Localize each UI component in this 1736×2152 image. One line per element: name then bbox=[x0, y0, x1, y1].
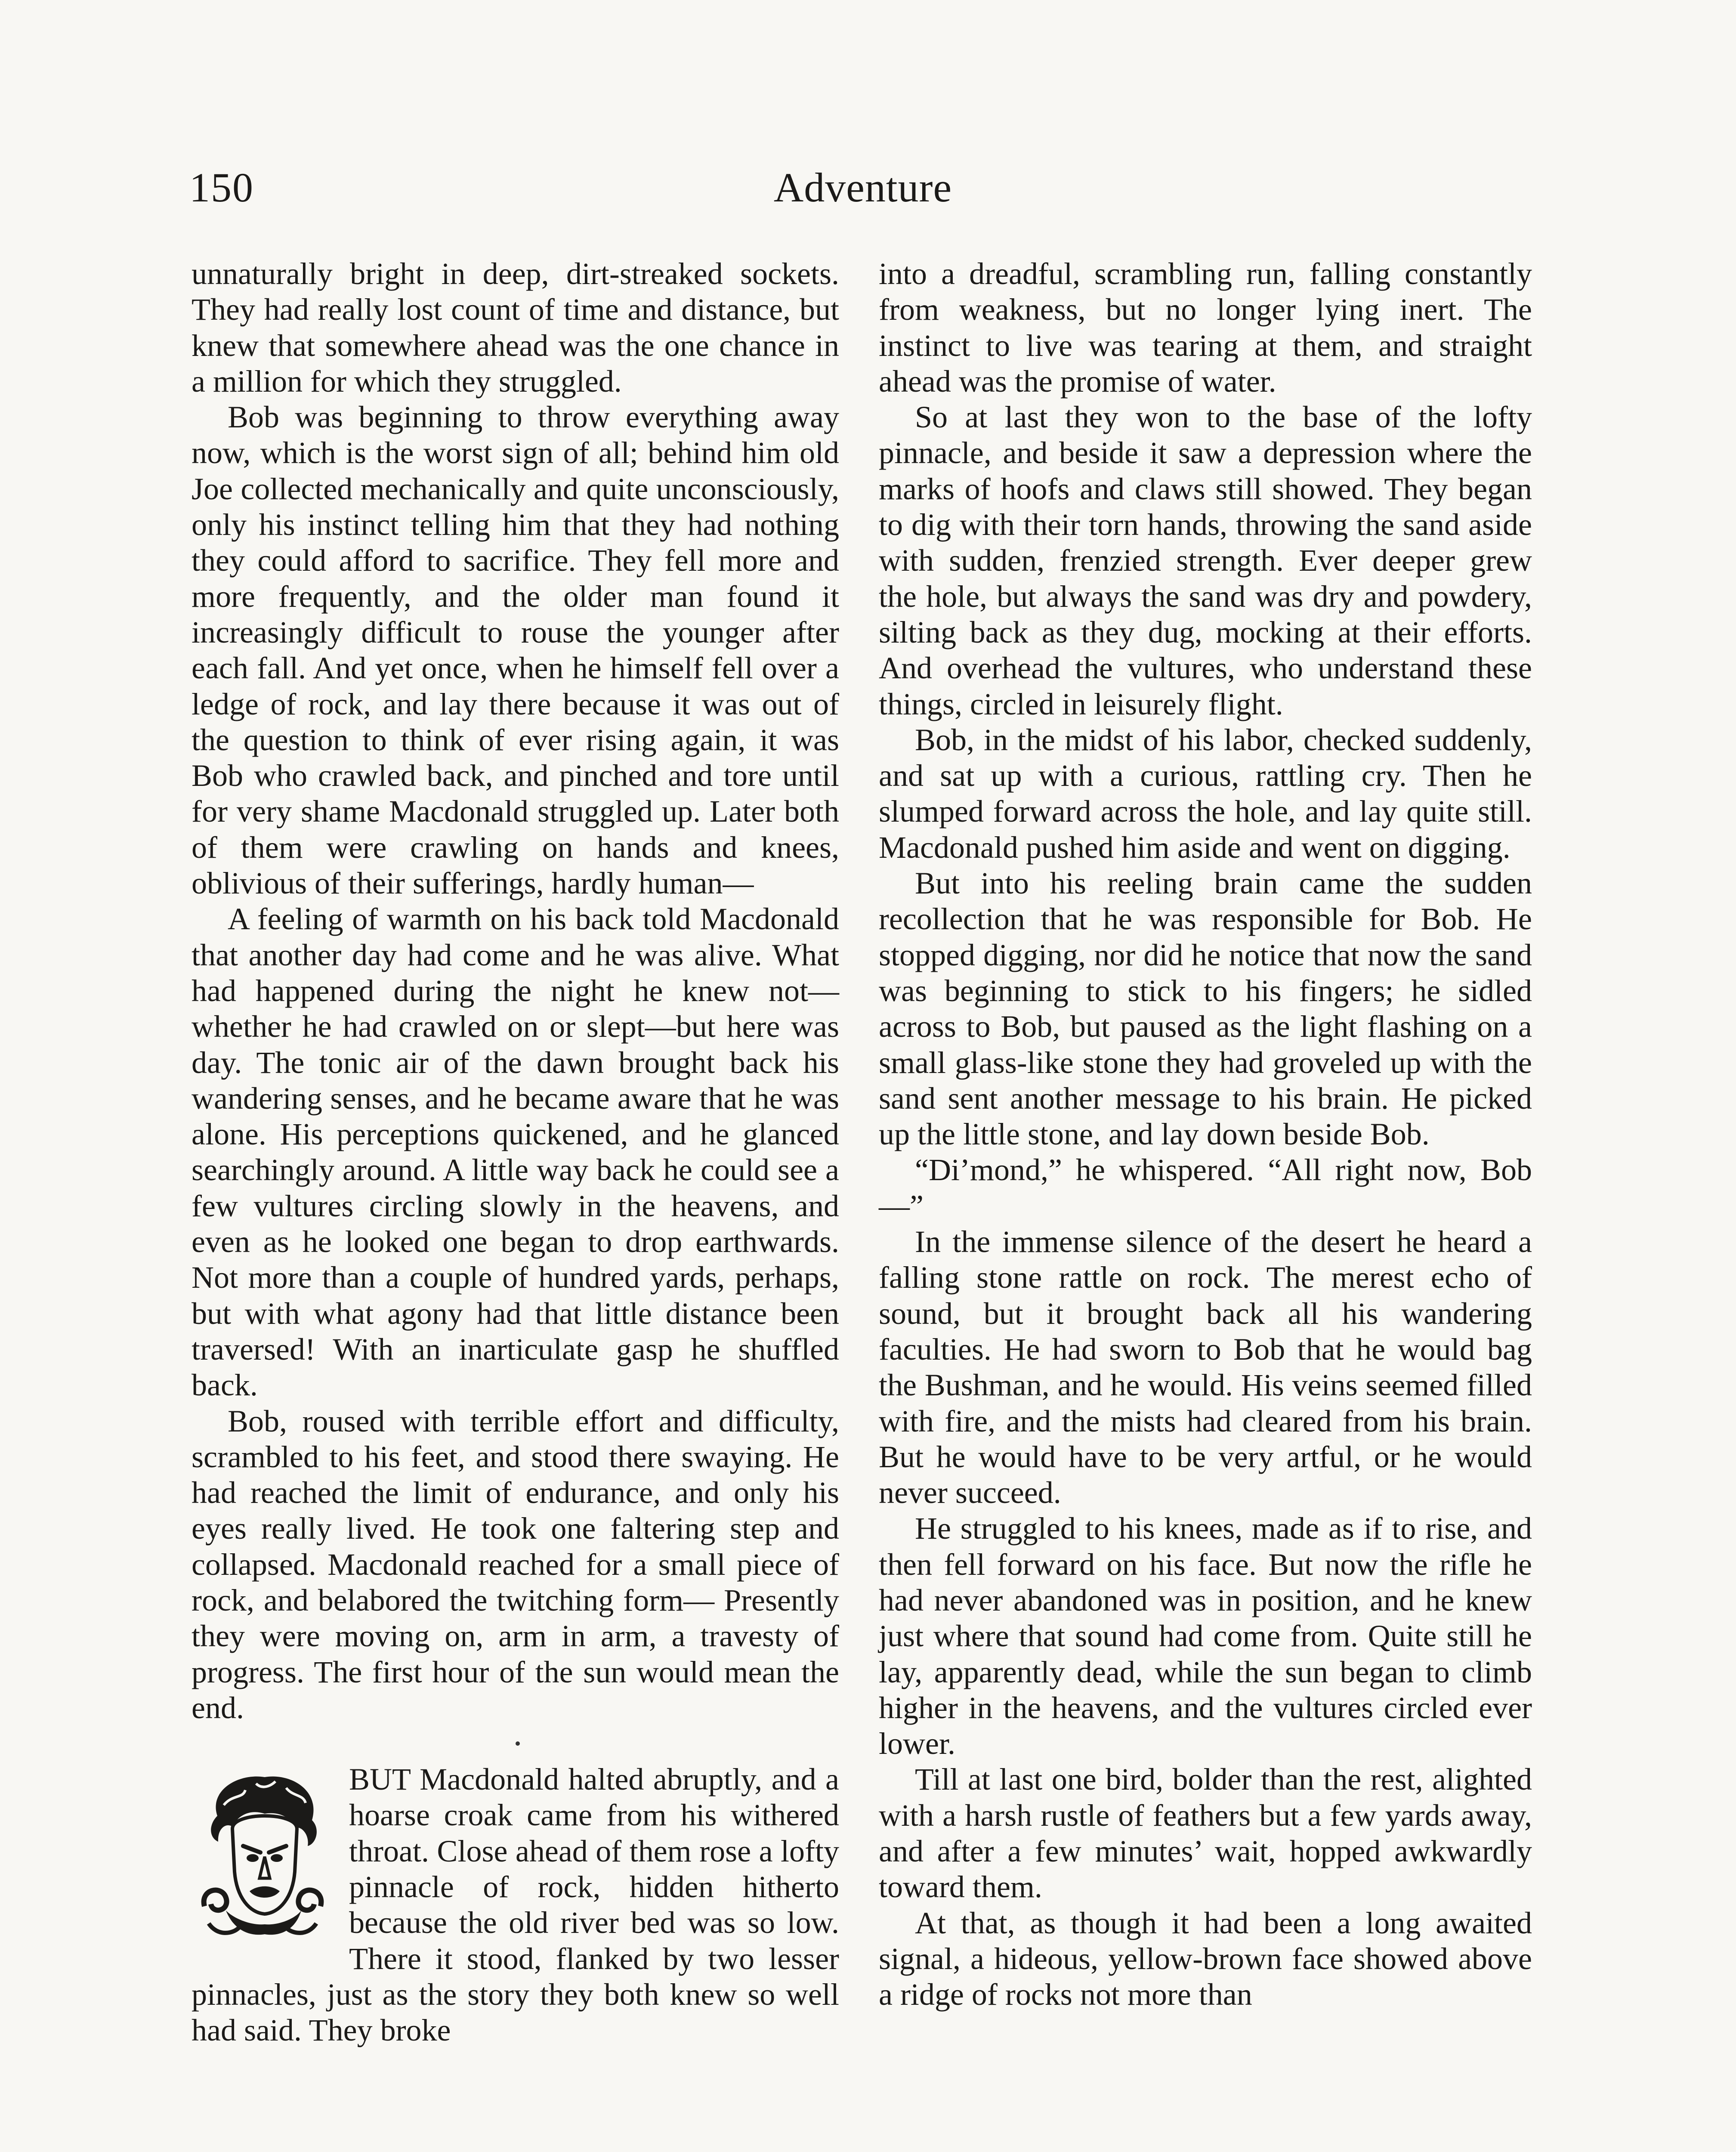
running-title: Adventure bbox=[773, 164, 952, 210]
left-column bbox=[192, 256, 839, 2049]
paragraph: BUT Macdonald halted abruptly, and a hoarse croak came from his withered throat. Close ahead of them rose a lofty pinnacle of rock, hidden hitherto because the old river bed was so low. There it stood, flanked by two lesser pinnacles, just as the story they both knew so well had said. They broke bbox=[192, 1762, 839, 2048]
section-separator bbox=[192, 1726, 839, 1762]
paragraph: A feeling of warmth on his back told Macdonald that another day had come and he was alive. What had happened during the night he knew not—whether he had crawled on or slept—but here was day. The tonic air of the dawn brought back his wandering senses, and he became aware that he was alone. His perceptions quickened, and he glanced searchingly around. A little way back he could see a few vultures circling slowly in the heavens, and even as he looked one began to drop earthwards. Not more than a couple of hundred yards, perhaps, but with what agony had that little distance been traversed! With an inarticulate gasp he shuffled back. bbox=[192, 902, 839, 1403]
paragraph: But into his reeling brain came the sudden recollection that he was responsible for Bob. He stopped digging, nor did he notice that now the sand was beginning to stick to his fingers; he sidled across to Bob, but paused as the light flashing on a small glass-like stone they had groveled up with the sand sent another message to his brain. He picked up the little stone, and lay down beside Bob. bbox=[879, 866, 1532, 1152]
grotesque-face-icon bbox=[192, 1764, 334, 1945]
right-column bbox=[879, 256, 1532, 2013]
paragraph: Bob was beginning to throw everything away now, which is the worst sign of all; behind him old Joe collected mechanically and quite unconsciously, only his instinct telling him that they had nothing they could afford to sacrifice. They fell more and more frequently, and the older man found it increasingly difficult to rouse the younger after each fall. And yet once, when he himself fell over a ledge of rock, and lay there because it was out of the question to think of ever rising again, it was Bob who crawled back, and pinched and tore until for very shame Macdonald struggled up. Later both of them were crawling on hands and knees, oblivious of their sufferings, hardly human— bbox=[192, 400, 839, 901]
paragraph: Till at last one bird, bolder than the rest, alighted with a harsh rustle of feathers but a few yards away, and after a few minutes’ wait, hopped awkwardly toward them. bbox=[879, 1762, 1532, 1905]
paragraph: At that, as though it had been a long awaited signal, a hideous, yellow-brown face showed above a ridge of rocks not more than bbox=[879, 1905, 1532, 2012]
paragraph: “Di’mond,” he whispered. “All right now, Bob—” bbox=[879, 1153, 1532, 1223]
page-number: 150 bbox=[189, 164, 254, 210]
paragraph: unnaturally bright in deep, dirt-streaked sockets. They had really lost count of time and distance, but knew that somewhere ahead was the one chance in a million for which they struggled. bbox=[192, 257, 839, 399]
paragraph: into a dreadful, scrambling run, falling constantly from weakness, but no longer lying inert. The instinct to live was tearing at them, and straight ahead was the promise of water. bbox=[879, 257, 1532, 399]
paragraph: Bob, roused with terrible effort and difficulty, scrambled to his feet, and stood there swaying. He had reached the limit of endurance, and only his eyes really lived. He took one faltering step and collapsed. Macdonald reached for a small piece of rock, and belabored the twitching form— Presently they were moving on, arm in arm, a travesty of progress. The first hour of the sun would mean the end. bbox=[192, 1404, 839, 1725]
separator-dot bbox=[516, 1741, 520, 1746]
page-header bbox=[189, 164, 1536, 215]
paragraph: He struggled to his knees, made as if to rise, and then fell forward on his face. But now the rifle he had never abandoned was in position, and he knew just where that sound had come from. Quite still he lay, apparently dead, while the sun began to climb higher in the heavens, and the vultures circled ever lower. bbox=[879, 1511, 1532, 1761]
paragraph: Bob, in the midst of his labor, checked suddenly, and sat up with a curious, rattling cry. Then he slumped forward across the hole, and lay quite still. Macdonald pushed him aside and went on digging. bbox=[879, 722, 1532, 865]
paragraph: So at last they won to the base of the lofty pinnacle, and beside it saw a depression where the marks of hoofs and claws still showed. They began to dig with their torn hands, throwing the sand aside with sudden, frenzied strength. Ever deeper grew the hole, but always the sand was dry and powdery, silting back as they dug, mocking at their efforts. And overhead the vultures, who understand these things, circled in leisurely flight. bbox=[879, 400, 1532, 721]
paragraph: In the immense silence of the desert he heard a falling stone rattle on rock. The merest echo of sound, but it brought back all his wandering faculties. He had sworn to Bob that he would bag the Bushman, and he would. His veins seemed filled with fire, and the mists had cleared from his brain. But he would have to be very artful, or he would never succeed. bbox=[879, 1224, 1532, 1510]
